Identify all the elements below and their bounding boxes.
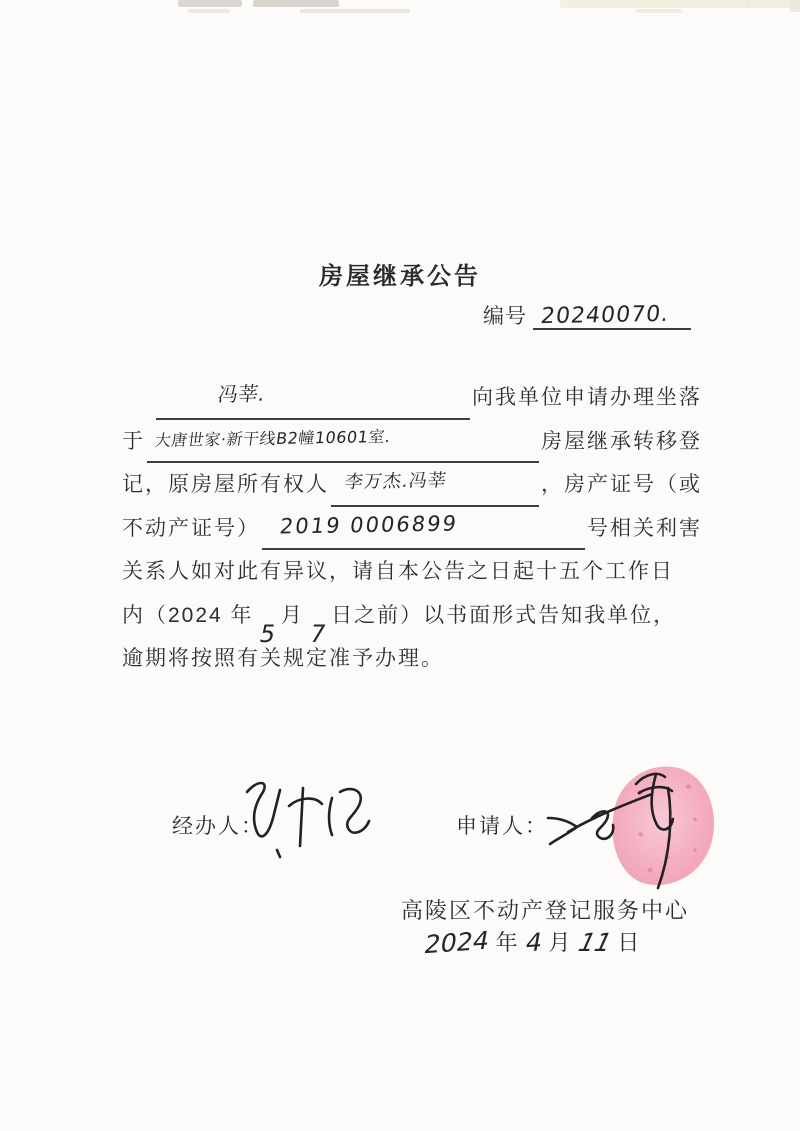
- scan-artifact: [300, 9, 410, 13]
- scan-artifact: [253, 0, 339, 7]
- printed-text: 逾期将按照有关规定准予办理。: [122, 647, 444, 670]
- date-month-unit: 月: [548, 930, 572, 955]
- scan-artifact: [790, 0, 800, 12]
- scan-artifact: [636, 9, 682, 13]
- applicant-name-handwritten: 冯莘.: [216, 381, 266, 407]
- handler-label: 经办人：: [172, 815, 264, 838]
- printed-text: 内（2024 年: [122, 603, 254, 627]
- original-owner-handwritten: 李万杰.冯莘: [343, 470, 449, 493]
- applicant-signature: [540, 760, 720, 900]
- date-year-unit: 年: [495, 930, 519, 955]
- serial-value-handwritten: 20240070.: [539, 301, 671, 330]
- scan-artifact: [178, 0, 242, 7]
- certificate-number-blank: [262, 510, 585, 551]
- property-address-blank: [147, 426, 539, 464]
- date-month-handwritten: 4: [522, 927, 545, 958]
- printed-text: 日之前）以书面形式告知我单位，: [331, 603, 677, 627]
- printed-text: 月: [280, 603, 304, 627]
- body-line-7: [122, 643, 702, 687]
- deadline-month-handwritten: 5: [256, 620, 278, 648]
- issuing-org: 高陵区不动产登记服务中心: [400, 898, 689, 923]
- serial-number-row: [483, 300, 691, 330]
- applicant-label: 申请人：: [456, 815, 548, 838]
- property-address-handwritten: 大唐世家·新干线B2幢10601室.: [153, 426, 392, 450]
- printed-text: 房屋继承转移登: [541, 429, 702, 453]
- notice-body: [122, 382, 702, 687]
- applicant-name-blank: [156, 382, 470, 420]
- deadline-day-handwritten: 7: [306, 620, 329, 648]
- printed-text: 记，原房屋所有权人: [122, 473, 329, 496]
- handler-signature: [233, 770, 383, 865]
- date-day-unit: 日: [617, 930, 641, 955]
- issue-date: [420, 926, 660, 960]
- printed-text: 号相关利害: [587, 516, 702, 540]
- printed-text: 于: [122, 429, 145, 453]
- document-title: 房屋继承公告: [319, 263, 481, 290]
- serial-underline: [533, 303, 691, 330]
- date-year-handwritten: 2024: [421, 926, 492, 960]
- printed-text: 关系人如对此有异议，请自本公告之日起十五个工作日: [122, 560, 674, 583]
- printed-text: 不动产证号）: [122, 516, 260, 540]
- original-owner-blank: [331, 469, 539, 507]
- scan-artifact: [188, 9, 230, 13]
- printed-text: ，房产证号（或: [541, 473, 702, 496]
- printed-text: 向我单位申请办理坐落: [472, 386, 702, 409]
- scan-artifact: [560, 0, 750, 8]
- date-day-handwritten: 11: [572, 928, 617, 958]
- serial-label: 编号: [483, 305, 527, 328]
- certificate-number-handwritten: 2019 0006899: [278, 510, 460, 539]
